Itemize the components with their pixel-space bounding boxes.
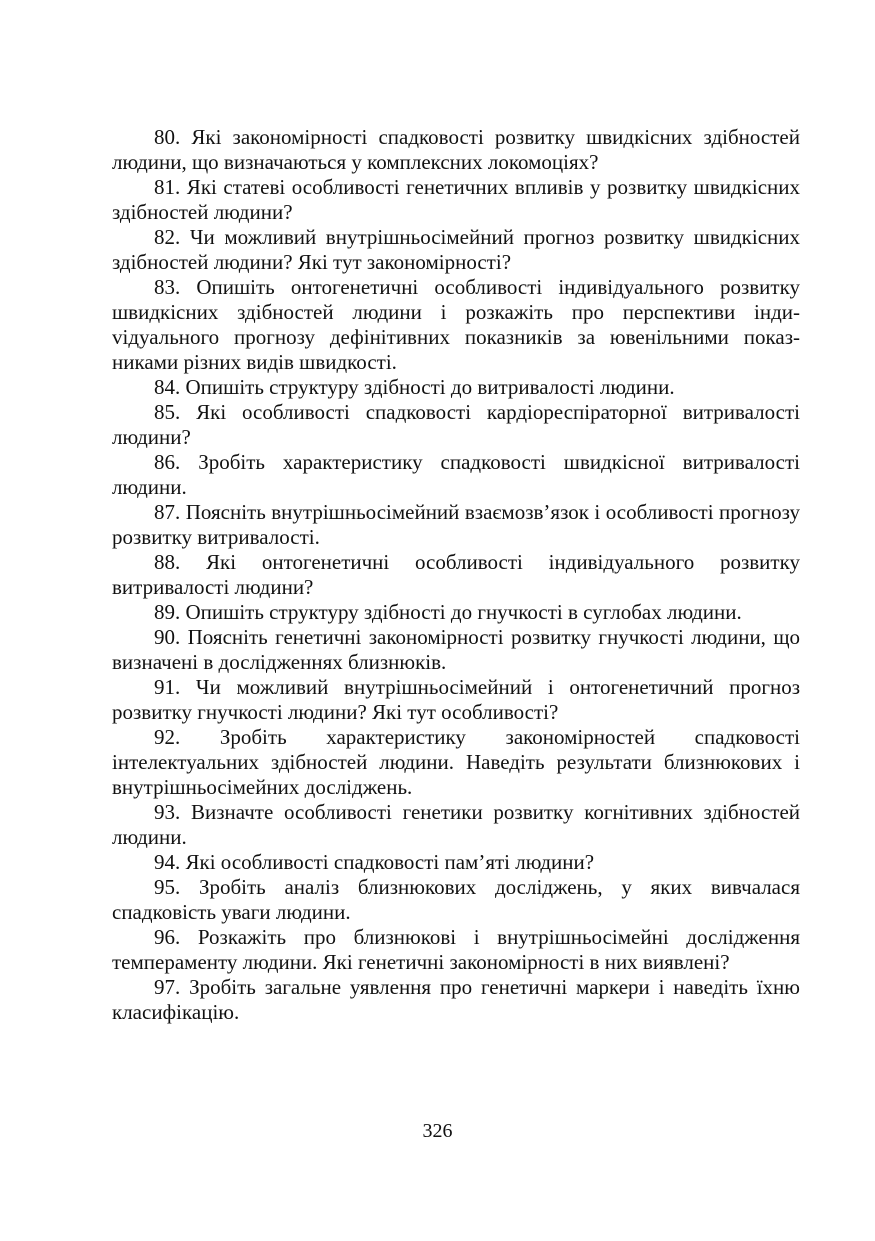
question-93: 93. Визначте особливості генетики розвитку когнітивних здібностей людини. (112, 800, 800, 849)
question-87: 87. Поясніть внутрішньосімейний взаємозв’язок і особливості прогнозу розвитку витривалості. (112, 500, 800, 549)
page-number: 326 (422, 1120, 453, 1142)
question-85: 85. Які особливості спадковості кардіореспіраторної витривалості людини? (112, 400, 800, 449)
question-96: 96. Розкажіть про близнюкові і внутрішньосімейні дослідження темпераменту людини. Які генетичні закономірності в них виявлені? (112, 925, 800, 974)
question-88: 88. Які онтогенетичні особливості індивідуального розвитку витривалості людини? (112, 550, 800, 599)
question-94: 94. Які особливості спадковості пам’яті людини? (154, 850, 595, 874)
question-90: 90. Поясніть генетичні закономірності розвитку гнучкості людини, що визначені в дослідженнях близнюків. (112, 625, 800, 674)
question-82: 82. Чи можливий внутрішньосімейний прогноз розвитку швидкісних здібностей людини? Які тут закономірності? (112, 225, 800, 274)
question-81: 81. Які статеві особливості генетичних впливів у розвитку швидкісних здібностей людини? (112, 175, 800, 224)
questions-list (112, 125, 800, 1025)
question-91: 91. Чи можливий внутрішньосімейний і онтогенетичний прогноз розвитку гнучкості людини? Які тут особливості? (112, 675, 800, 724)
question-95: 95. Зробіть аналіз близнюкових досліджень, у яких вивчалася спадковість уваги людини. (112, 875, 800, 924)
question-97: 97. Зробіть загальне уявлення про генетичні маркери і наведіть їхню класифікацію. (112, 975, 800, 1024)
question-92: 92. Зробіть характеристику закономірностей спадковості інтелектуальних здібностей людини. Наведіть результати близнюкових і внутрішньосімейних досліджень. (112, 725, 800, 799)
question-80: 80. Які закономірності спадковості розвитку швидкісних здібностей людини, що визначаються у комплексних локомоціях? (112, 125, 800, 174)
question-83: 83. Опишіть онтогенетичні особливості індивідуального розвитку швидкісних здібностей людини і розкажіть про перспективи індиvідуального прогнозу дефінітивних показників за ювенільними показниками різних видів швидкості. (112, 275, 800, 374)
question-86: 86. Зробіть характеристику спадковості швидкісної витривалості людини. (112, 450, 800, 499)
question-84: 84. Опишіть структуру здібності до витривалості людини. (154, 375, 675, 399)
question-89: 89. Опишіть структуру здібності до гнучкості в суглобах людини. (154, 600, 742, 624)
